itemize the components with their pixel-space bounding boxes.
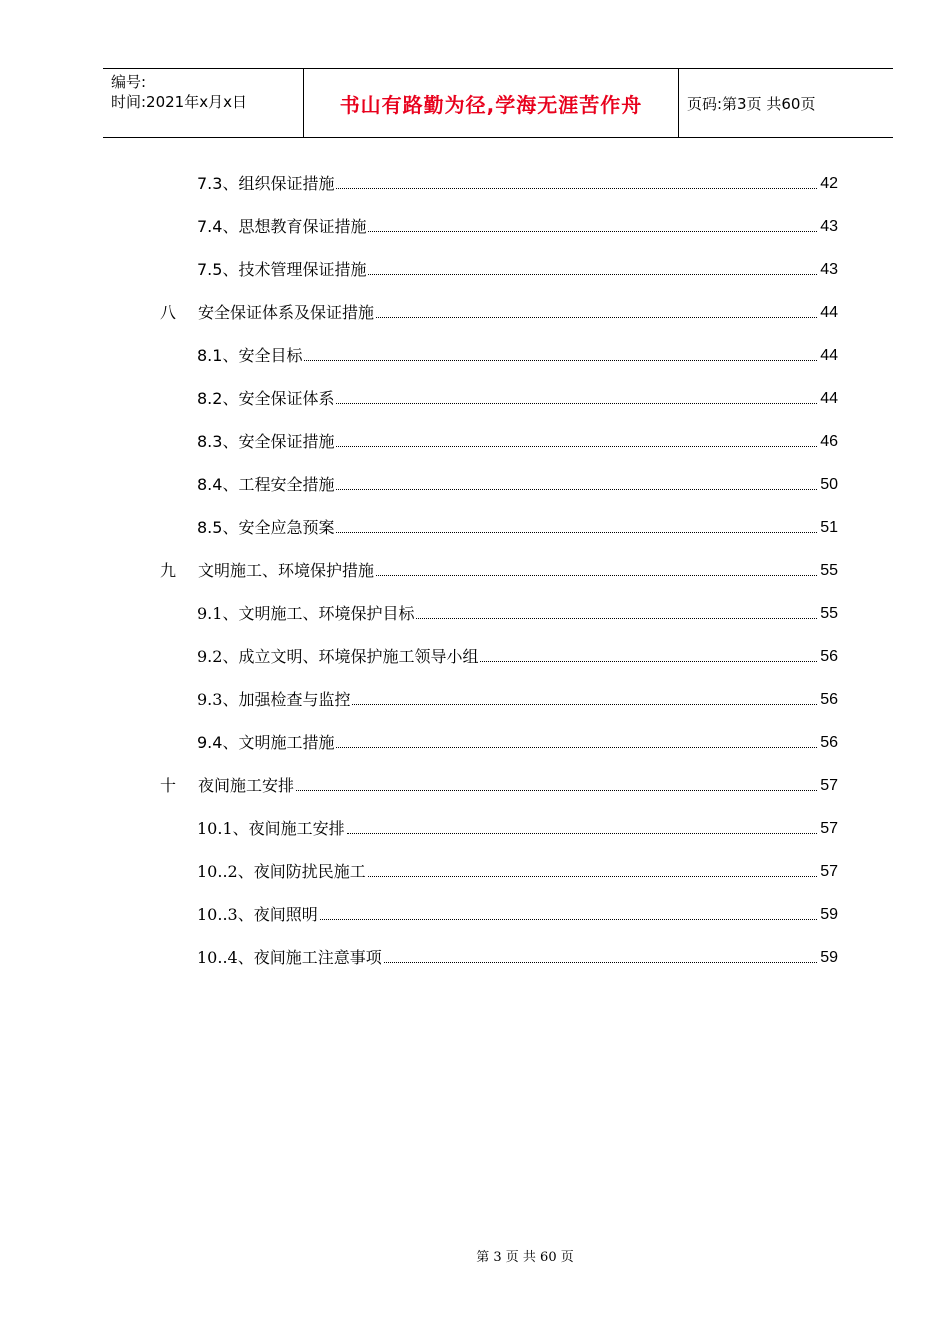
toc-dot-leader	[336, 403, 817, 404]
toc-entry-page: 59	[820, 906, 838, 923]
toc-subsection-row[interactable]	[197, 256, 838, 280]
toc-entry-page: 57	[820, 863, 838, 880]
header-page-info: 页码:第3页 共60页	[687, 94, 816, 113]
toc-subsection-row[interactable]	[197, 471, 838, 495]
toc-entry-number: 7.3、	[197, 174, 239, 193]
toc-subsection-row[interactable]	[197, 385, 838, 409]
toc-dot-leader	[304, 360, 817, 361]
toc-dot-leader	[352, 704, 817, 705]
toc-dot-leader	[336, 747, 817, 748]
toc-dot-leader	[416, 618, 817, 619]
toc-subsection-row[interactable]	[197, 944, 838, 968]
toc-entry-number: 10..3、	[197, 905, 254, 924]
toc-dot-leader	[336, 446, 817, 447]
toc-entry-page: 56	[820, 691, 838, 708]
toc-entry-title: 文明施工、环境保护目标	[238, 604, 415, 623]
toc-dot-leader	[376, 317, 817, 318]
toc-subsection-row[interactable]	[197, 514, 838, 538]
toc-subsection-row[interactable]	[197, 729, 838, 753]
header-motto: 书山有路勤为径,学海无涯苦作舟	[339, 92, 643, 117]
toc-entry-title: 夜间防扰民施工	[253, 862, 366, 881]
toc-dot-leader	[384, 962, 817, 963]
toc-entry-number: 9.3、	[197, 690, 239, 709]
toc-entry-page: 57	[820, 777, 838, 794]
document-number-label: 编号:	[111, 73, 147, 91]
toc-entry-number: 8.3、	[197, 432, 239, 451]
toc-entry-number: 7.4、	[197, 217, 239, 236]
document-date-label: 时间:2021年x月x日	[111, 93, 247, 111]
toc-entry-page: 55	[820, 605, 838, 622]
toc-subsection-row[interactable]	[197, 643, 838, 667]
toc-entry-number: 7.5、	[197, 260, 239, 279]
toc-dot-leader	[336, 188, 817, 189]
toc-dot-leader	[320, 919, 817, 920]
toc-entry-number: 9.4、	[197, 733, 239, 752]
toc-entry-number: 八	[160, 303, 177, 322]
toc-entry-title: 夜间照明	[253, 905, 318, 924]
toc-entry-title: 夜间施工安排	[198, 776, 295, 795]
toc-entry-page: 56	[820, 648, 838, 665]
toc-dot-leader	[336, 489, 817, 490]
toc-entry-number: 8.2、	[197, 389, 239, 408]
toc-entry-page: 44	[820, 347, 838, 364]
toc-section-row[interactable]	[160, 557, 838, 581]
toc-entry-page: 50	[820, 476, 838, 493]
toc-entry-title: 夜间施工安排	[248, 819, 345, 838]
toc-subsection-row[interactable]	[197, 342, 838, 366]
toc-dot-leader	[368, 231, 817, 232]
toc-entry-title: 安全保证体系	[238, 389, 335, 408]
header-left-cell	[103, 69, 303, 137]
toc-subsection-row[interactable]	[197, 686, 838, 710]
toc-dot-leader	[368, 274, 817, 275]
header-motto-cell	[303, 69, 679, 137]
toc-section-row[interactable]	[160, 772, 838, 796]
toc-entry-title: 思想教育保证措施	[238, 217, 367, 236]
toc-entry-page: 42	[820, 175, 838, 192]
toc-entry-title: 安全目标	[238, 346, 303, 365]
toc-entry-title: 工程安全措施	[238, 475, 335, 494]
toc-entry-number: 10.1、	[197, 819, 249, 838]
toc-entry-number: 9.2、	[197, 647, 239, 666]
toc-subsection-row[interactable]	[197, 858, 838, 882]
toc-entry-number: 8.4、	[197, 475, 239, 494]
toc-entry-page: 43	[820, 218, 838, 235]
header-page-cell	[679, 69, 893, 137]
page-footer: 第 3 页 共 60 页	[476, 1250, 574, 1265]
toc-entry-number: 10..4、	[197, 948, 254, 967]
toc-dot-leader	[336, 532, 817, 533]
toc-entry-page: 46	[820, 433, 838, 450]
toc-subsection-row[interactable]	[197, 213, 838, 237]
toc-entry-page: 44	[820, 390, 838, 407]
toc-subsection-row[interactable]	[197, 815, 838, 839]
toc-entry-title: 成立文明、环境保护施工领导小组	[238, 647, 479, 666]
toc-entry-title: 安全应急预案	[238, 518, 335, 537]
toc-entry-title: 夜间施工注意事项	[253, 948, 382, 967]
toc-entry-title: 安全保证措施	[238, 432, 335, 451]
toc-entry-number: 8.5、	[197, 518, 239, 537]
toc-entry-title: 加强检查与监控	[238, 690, 351, 709]
toc-dot-leader	[376, 575, 817, 576]
toc-entry-number: 9.1、	[197, 604, 239, 623]
toc-dot-leader	[296, 790, 817, 791]
toc-entry-page: 55	[820, 562, 838, 579]
toc-entry-title: 技术管理保证措施	[238, 260, 367, 279]
toc-subsection-row[interactable]	[197, 901, 838, 925]
toc-entry-number: 10..2、	[197, 862, 254, 881]
toc-entry-page: 59	[820, 949, 838, 966]
toc-entry-page: 43	[820, 261, 838, 278]
toc-dot-leader	[368, 876, 817, 877]
toc-entry-number: 十	[160, 776, 177, 795]
toc-dot-leader	[347, 833, 818, 834]
toc-entry-number: 九	[160, 561, 177, 580]
toc-dot-leader	[480, 661, 817, 662]
toc-subsection-row[interactable]	[197, 170, 838, 194]
toc-entry-page: 57	[820, 820, 838, 837]
toc-entry-page: 56	[820, 734, 838, 751]
toc-section-row[interactable]	[160, 299, 838, 323]
toc-entry-number: 8.1、	[197, 346, 239, 365]
toc-entry-title: 文明施工、环境保护措施	[198, 561, 375, 580]
toc-subsection-row[interactable]	[197, 600, 838, 624]
toc-entry-page: 44	[820, 304, 838, 321]
toc-entry-title: 安全保证体系及保证措施	[198, 303, 375, 322]
toc-entry-page: 51	[820, 519, 838, 536]
toc-subsection-row[interactable]	[197, 428, 838, 452]
toc-entry-title: 组织保证措施	[238, 174, 335, 193]
page-header	[103, 68, 893, 138]
toc-entry-title: 文明施工措施	[238, 733, 335, 752]
